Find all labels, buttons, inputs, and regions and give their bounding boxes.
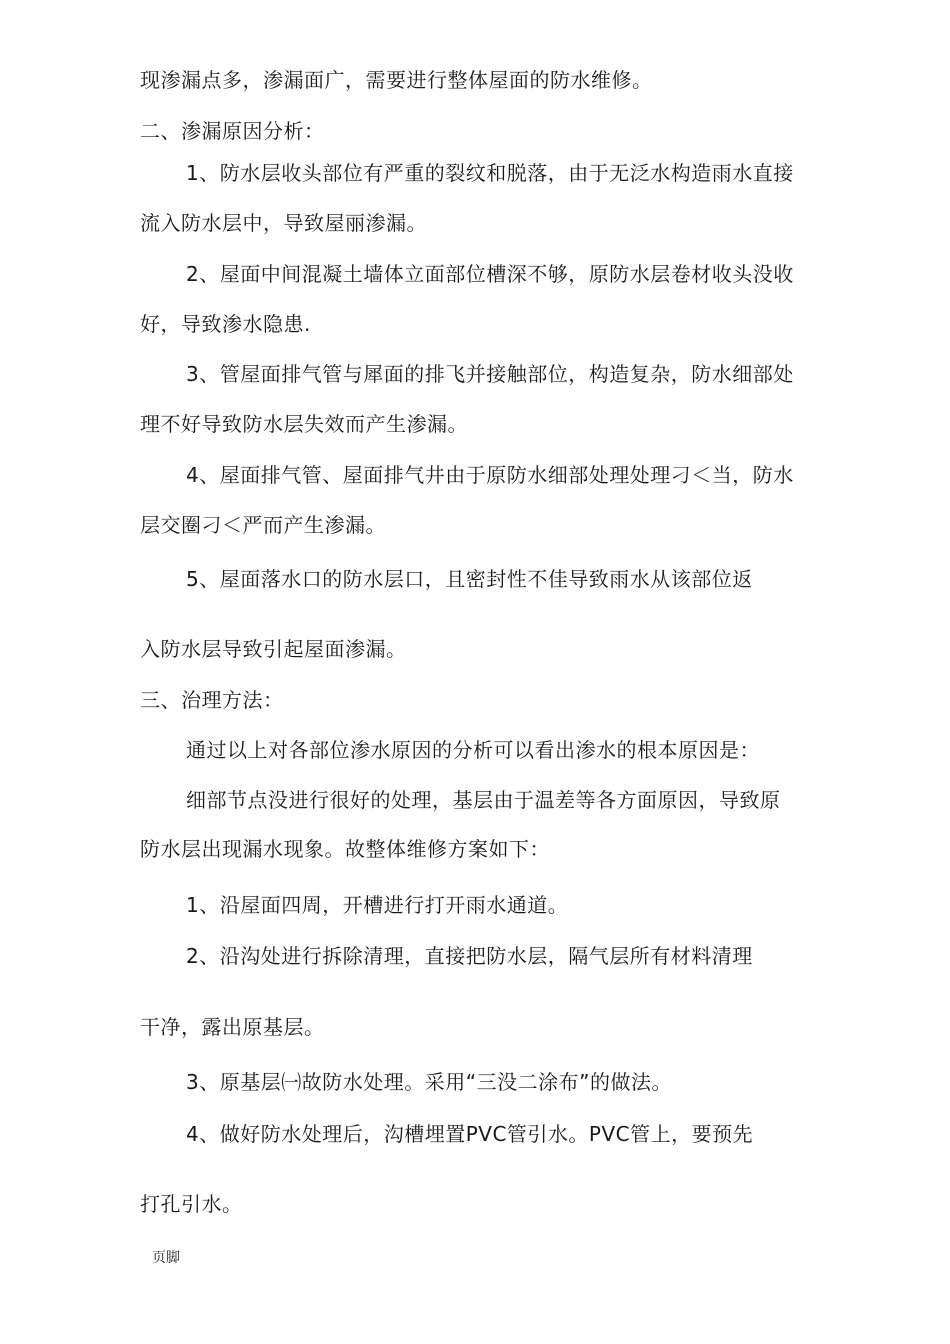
paragraph-line: 入防水层导致引起屋面渗漏。 [140, 637, 407, 661]
paragraph-line: 细部节点没进行很好的处理，基层由于温差等各方面原因，导致原 [186, 788, 781, 812]
list-item: 3、管屋面排气管与犀面的排飞并接触部位，构造复杂，防水细部处 [186, 362, 794, 386]
list-item: 3、原基层㈠故防水处理。采用“三没二涂布”的做法。 [186, 1070, 672, 1094]
paragraph-line: 层交圈刁＜严而产生渗漏。 [140, 513, 386, 537]
page-footer: 页脚 [152, 1250, 180, 1266]
paragraph-line: 流入防水层中，导致屋丽渗漏。 [140, 211, 427, 235]
section-heading: 三、治理方法： [140, 688, 284, 712]
list-item: 4、做好防水处理后，沟槽埋置PVC管引水。PVC管上，要预先 [186, 1122, 754, 1146]
paragraph-line: 防水层出现漏水现象。故整体维修方案如下： [140, 837, 550, 861]
section-heading: 二、渗漏原因分析： [140, 119, 325, 143]
paragraph-line: 理不好导致防水层失效而产生渗漏。 [140, 412, 468, 436]
list-item: 1、沿屋面四周，开槽进行打开雨水通道。 [186, 893, 569, 917]
list-item: 4、屋面排气管、屋面排气井由于原防水细部处理处理刁＜当，防水 [186, 463, 794, 487]
list-item: 2、沿沟处进行拆除清理，直接把防水层，隔气层所有材料清理 [186, 944, 753, 968]
paragraph-line: 通过以上对各部位渗水原因的分析可以看出渗水的根本原因是： [186, 738, 760, 762]
list-item: 5、屋面落水口的防水层口，且密封性不佳导致雨水从该部位返 [186, 567, 753, 591]
list-item: 2、屋面中间混凝土墙体立面部位槽深不够，原防水层卷材收头没收 [186, 262, 794, 286]
paragraph-line: 打孔引水。 [140, 1192, 243, 1216]
paragraph-line: 好，导致渗水隐患. [140, 312, 311, 336]
paragraph-line: 干净，露出原基层。 [140, 1015, 325, 1039]
list-item: 1、防水层收头部位有严重的裂纹和脱落，由于无泛水构造雨水直接 [186, 161, 794, 185]
paragraph-line: 现渗漏点多，渗漏面广，需要进行整体屋面的防水维修。 [140, 68, 653, 92]
